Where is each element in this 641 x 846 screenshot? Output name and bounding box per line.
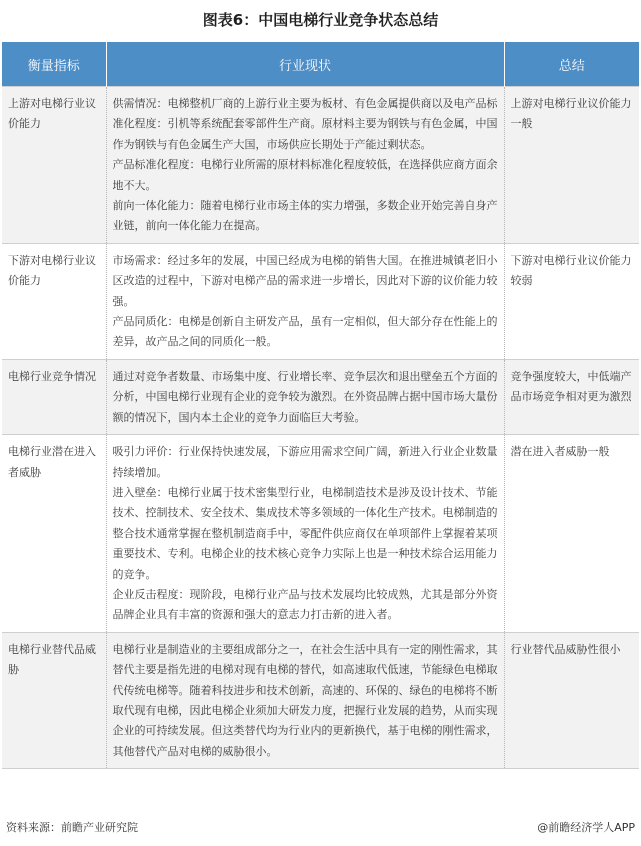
table-row (2, 243, 639, 359)
status-paragraph: 企业反击程度：现阶段，电梯行业产品与技术发展均比较成熟，尤其是部分外资品牌企业具有丰富的资源和强大的意志力打击新的进入者。 (112, 587, 498, 622)
competition-summary-table (2, 42, 639, 769)
summary-cell: 下游对电梯行业议价能力较弱 (504, 243, 639, 359)
status-cell (106, 435, 504, 633)
status-paragraph: 前向一体化能力：随着电梯行业市场主体的实力增强，多数企业开始完善自身产业链，前向一体化能力在提高。 (112, 199, 498, 233)
source-note: 资料来源：前瞻产业研究院 (6, 821, 138, 834)
footer (6, 818, 635, 838)
status-paragraph: 产品同质化：电梯是创新自主研发产品，虽有一定相似，但大部分存在性能上的差异，故产品之间的同质化一般。 (112, 315, 498, 349)
column-header-status: 行业现状 (106, 42, 504, 87)
table-row (2, 632, 639, 768)
status-cell (106, 243, 504, 359)
page-title: 图表6：中国电梯行业竞争状态总结 (202, 11, 439, 29)
indicator-cell: 下游对电梯行业议价能力 (2, 243, 106, 359)
status-paragraph: 市场需求：经过多年的发展，中国已经成为电梯的销售大国。在推进城镇老旧小区改造的过程中，下游对电梯产品的需求进一步增长，因此对下游的议价能力较强。 (112, 253, 498, 308)
summary-cell: 潜在进入者威胁一般 (504, 435, 639, 633)
summary-cell: 上游对电梯行业议价能力一般 (504, 87, 639, 244)
table-header-row (2, 42, 639, 87)
status-paragraph: 进入壁垒：电梯行业属于技术密集型行业，电梯制造技术是涉及设计技术、节能技术、控制技术、安全技术、集成技术等多领域的一体化生产技术。电梯制造的整合技术通常掌握在整机制造商手中，零配件供应商仅在单项部件上掌握着某项重要技术、专利。电梯企业的技术核心竞争力实际上也是一种技术综合运用能力的竞争。 (112, 485, 498, 581)
table-row (2, 435, 639, 633)
indicator-cell: 上游对电梯行业议价能力 (2, 87, 106, 244)
summary-cell: 行业替代品威胁性很小 (504, 632, 639, 768)
status-paragraph: 供需情况：电梯整机厂商的上游行业主要为板材、有色金属提供商以及电产品标准化程度：引机等系统配套零部件生产商。原材料主要为钢铁与有色金属，中国作为钢铁与有色金属生产大国，市场供应长期处于产能过剩状态。 (112, 97, 498, 151)
summary-cell: 竞争强度较大，中低端产品市场竞争相对更为激烈 (504, 359, 639, 434)
column-header-summary: 总结 (504, 42, 639, 87)
table-row (2, 359, 639, 434)
indicator-cell: 电梯行业潜在进入者威胁 (2, 435, 106, 633)
indicator-cell: 电梯行业竞争情况 (2, 359, 106, 434)
brand-credit: @前瞻经济学人APP (537, 821, 635, 834)
status-paragraph: 吸引力评价：行业保持快速发展，下游应用需求空间广阔，新进入行业企业数量持续增加。 (112, 445, 498, 479)
status-cell (106, 87, 504, 244)
status-cell (106, 632, 504, 768)
indicator-cell: 电梯行业替代品威胁 (2, 632, 106, 768)
status-paragraph: 产品标准化程度：电梯行业所需的原材料标准化程度较低，在选择供应商方面余地不大。 (112, 158, 498, 192)
status-cell (106, 359, 504, 434)
status-paragraph: 通过对竞争者数量、市场集中度、行业增长率、竞争层次和退出壁垒五个方面的分析，中国电梯行业现有企业的竞争较为激烈。在外资品牌占据中国市场大量份额的情况下，国内本土企业的竞争力面临巨大考验。 (112, 369, 498, 424)
table-row (2, 87, 639, 244)
status-paragraph: 电梯行业是制造业的主要组成部分之一，在社会生活中具有一定的刚性需求，其替代主要是指先进的电梯对现有电梯的替代，如高速取代低速，节能绿色电梯取代传统电梯等。随着科技进步和技术创新，高速的、环保的、绿色的电梯将不断取代现有电梯，因此电梯企业须加大研发力度，把握行业发展的趋势，从而实现企业的可持续发展。但这类替代均为行业内的更新换代，基于电梯的刚性需求，其他替代产品对电梯的威胁很小。 (112, 642, 498, 758)
column-header-indicator: 衡量指标 (2, 42, 106, 87)
